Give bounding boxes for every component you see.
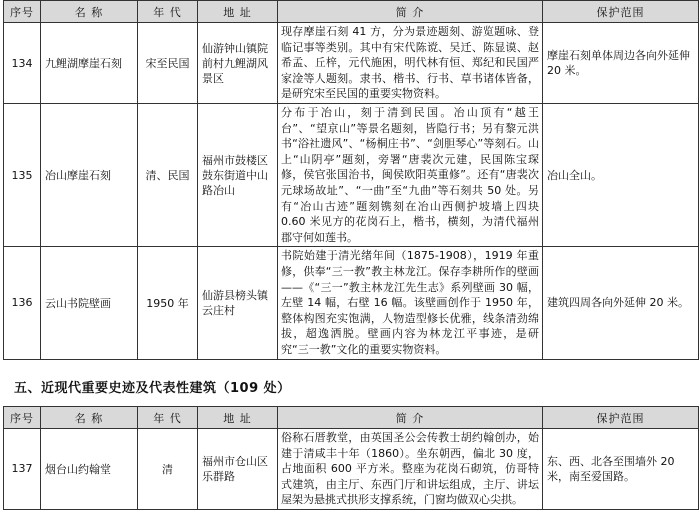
table-header-row — [4, 407, 699, 429]
header-no: 序号 — [4, 407, 41, 429]
header-no: 序号 — [4, 1, 41, 23]
site-description: 俗称石厝教堂，由英国圣公会传教士胡约翰创办，始建于清咸丰十年（1860）。坐东朝西，偏北 30 度，占地面积 600 平方米。整座为花岗石砌筑，仿哥特式建筑，由主厅、东西门厅和讲坛组成，主厅、讲坛屋架为悬挑式拱形支撑系统，门窗均做双心尖拱。 — [278, 429, 543, 510]
site-era: 宋至民国 — [138, 23, 198, 104]
row-number: 134 — [4, 23, 41, 104]
site-protection: 建筑四周各向外延伸 20 米。 — [543, 247, 699, 359]
site-description: 书院始建于清光绪年间（1875-1908），1919 年重修，供奉“三一教”教主林龙江。保存李耕所作的壁画——《“三一”教主林龙江先生志》系列壁画 30 幅，左壁 14 幅，右壁 16 幅。该壁画创作于 1950 年，整体构图充实饱满，人物造型修长优雅，线条清劲绵拔，超逸洒脱。壁画内容为林龙江平事迹，是研究“三一教”文化的重要实物资料。 — [278, 247, 543, 359]
site-name: 冶山摩崖石刻 — [41, 104, 138, 247]
header-era: 年 代 — [138, 407, 198, 429]
site-name: 烟台山约翰堂 — [41, 429, 138, 510]
heritage-table — [3, 406, 699, 510]
table-row — [4, 104, 699, 247]
site-address: 福州市鼓楼区鼓东街道中山路冶山 — [198, 104, 278, 247]
header-protection: 保护范围 — [543, 1, 699, 23]
header-era: 年 代 — [138, 1, 198, 23]
section-heading: 五、近现代重要史迹及代表性建筑（109 处） — [14, 381, 291, 396]
row-number: 137 — [4, 429, 41, 510]
site-era: 清、民国 — [138, 104, 198, 247]
site-protection: 摩崖石刻单体周边各向外延伸 20 米。 — [543, 23, 699, 104]
site-protection: 东、西、北各至围墙外 20 米，南至爱国路。 — [543, 429, 699, 510]
header-address: 地 址 — [198, 1, 278, 23]
header-address: 地 址 — [198, 407, 278, 429]
row-number: 136 — [4, 247, 41, 359]
header-name: 名 称 — [41, 1, 138, 23]
header-description: 简 介 — [278, 407, 543, 429]
site-address: 仙游钟山镇院前村九鲤湖风景区 — [198, 23, 278, 104]
table-row — [4, 429, 699, 510]
site-description: 分布于冶山，刻于清到民国。冶山顶有“越王台”、“望京山”等景名题刻，皆隐行书；另有黎元洪书“浴社遗风”、“杨桐庄书”、“剑胆琴心”等刻石。山上“山阴亭”题刻，旁署“唐裴次元建，民国陈宝琛修，侯官张国治书，闽侯欧阳英重修”。还有“唐裴次元球场故址”、“一曲”至“九曲”等石刻共 50 处。另有“冶山古迹”题刻镌刻在冶山西侧护坡墙上四块 0.60 米见方的花岗石上，楷书，横刻，为清代福州郡守何如莲书。 — [278, 104, 543, 247]
header-name: 名 称 — [41, 407, 138, 429]
row-number: 135 — [4, 104, 41, 247]
site-era: 1950 年 — [138, 247, 198, 359]
table-header-row — [4, 1, 699, 23]
site-era: 清 — [138, 429, 198, 510]
table-row — [4, 247, 699, 359]
site-description: 现存摩崖石刻 41 方，分为景迹题刻、游览题咏、登临记事等类别。其中有宋代陈谠、吴迁、陈显谟、赵希孟、丘梓，元代施困，明代林有恒、郑纪和民国严家淦等人题刻。隶书、楷书、行书、草书诸体皆备，是研究宋至民国的重要实物资料。 — [278, 23, 543, 104]
table-row — [4, 23, 699, 104]
site-protection: 冶山全山。 — [543, 104, 699, 247]
site-name: 九鲤湖摩崖石刻 — [41, 23, 138, 104]
site-name: 云山书院壁画 — [41, 247, 138, 359]
header-protection: 保护范围 — [543, 407, 699, 429]
heritage-table — [3, 0, 699, 360]
site-address: 仙游县榜头镇云庄村 — [198, 247, 278, 359]
site-address: 福州市仓山区乐群路 — [198, 429, 278, 510]
header-description: 简 介 — [278, 1, 543, 23]
